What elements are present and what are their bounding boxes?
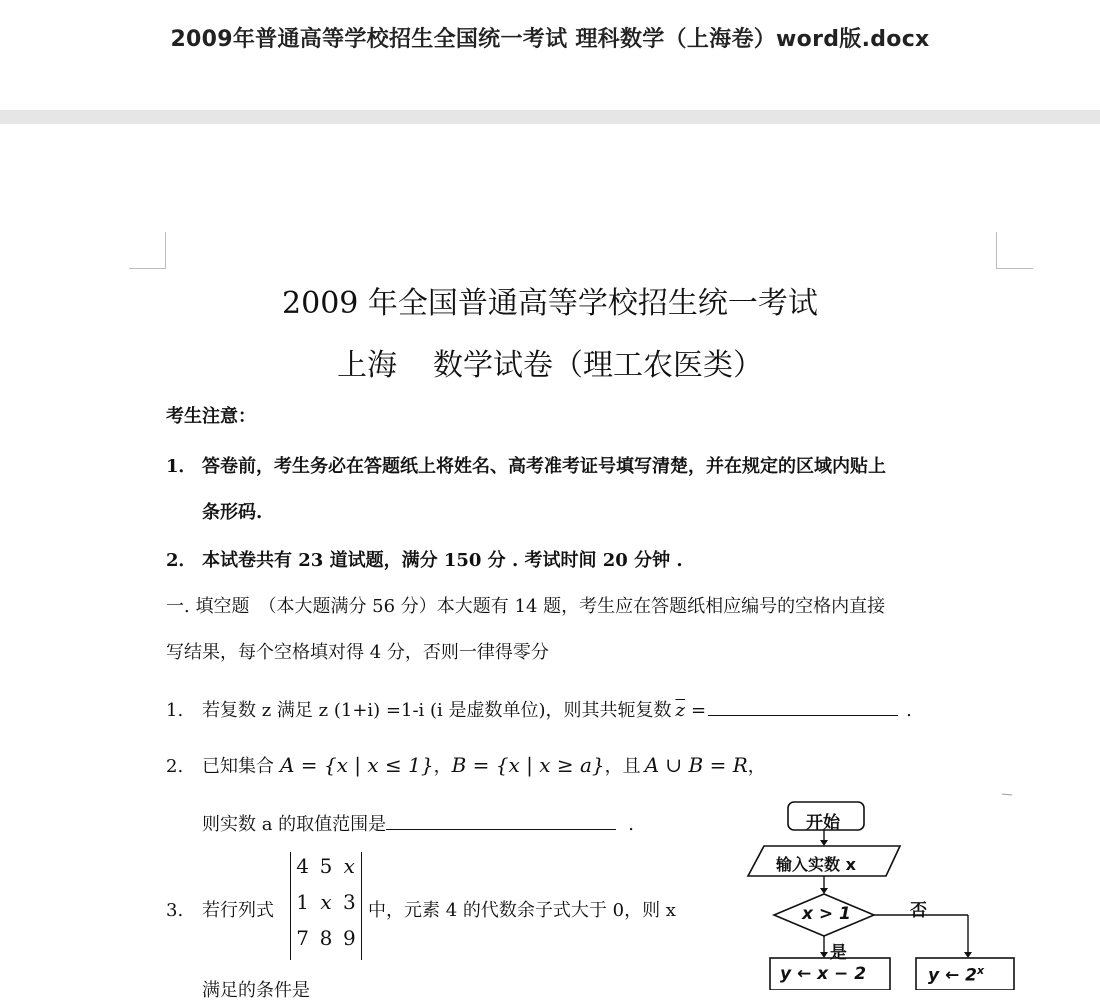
notice-item-2-text: 本试卷共有 23 道试题，满分 150 分 . 考试时间 20 分钟 . <box>202 550 683 571</box>
det-cell: 9 <box>342 926 356 950</box>
answer-blank-2[interactable] <box>386 813 616 830</box>
question-2 <box>166 752 766 778</box>
set-a-expression: A = {x | x ≤ 1} <box>280 753 434 777</box>
notice-item-1 <box>166 452 886 478</box>
flowchart-right-box-exponent: x <box>977 964 985 977</box>
notice-item-1-continued: 条形码. <box>202 502 263 523</box>
question-1-number: 1. <box>166 700 184 721</box>
notice-item-2 <box>166 546 683 572</box>
flowchart-input: 输入实数 x <box>776 855 856 874</box>
section-1-instructions-cont: 写结果，每个空格填对得 4 分，否则一律得零分 <box>166 642 549 663</box>
det-cell: 4 <box>296 854 310 878</box>
question-2-number: 2. <box>166 756 184 777</box>
det-cell: 1 <box>296 890 310 914</box>
page-gap <box>0 110 1100 124</box>
notice-item-1-text: 答卷前，考生务必在答题纸上将姓名、高考准考证号填写清楚，并在规定的区域内贴上 <box>202 456 886 477</box>
question-2-continued <box>202 810 634 836</box>
question-2-comma-1: ， <box>433 756 452 777</box>
exam-heading: 2009 年全国普通高等学校招生统一考试 <box>282 286 818 321</box>
question-2-text: 已知集合 <box>202 756 274 777</box>
determinant-row-3 <box>291 926 361 956</box>
flowchart-no-label: 否 <box>910 901 927 921</box>
answer-blank-1[interactable] <box>708 699 898 716</box>
determinant-row-1 <box>291 854 361 884</box>
conjugate-z: $\overline{z}$ <box>675 700 686 721</box>
question-2-line-2: 则实数 a 的取值范围是 <box>202 814 387 835</box>
question-3-line-2: 满足的条件是 <box>202 980 310 1001</box>
flowchart-yes-label: 是 <box>830 943 847 963</box>
notice-label: 考生注意： <box>166 406 256 427</box>
question-3-pre-text: 若行列式 <box>202 900 274 921</box>
subheading-region: 上海 <box>337 348 397 383</box>
question-3-pre <box>166 896 274 922</box>
margin-corner-left <box>129 232 166 269</box>
exam-subheading <box>0 340 1100 384</box>
question-1 <box>166 696 912 722</box>
document-title: 2009年普通高等学校招生全国统一考试 理科数学（上海卷）word版.docx <box>170 27 930 52</box>
determinant <box>290 852 362 960</box>
question-2-mid: ，且 <box>604 756 641 777</box>
section-1-instructions: 一. 填空题 （本大题满分 56 分）本大题有 14 题，考生应在答题纸相应编号的空格内直接 <box>166 596 886 617</box>
question-1-end: . <box>906 700 912 721</box>
det-cell: 8 <box>319 926 333 950</box>
margin-corner-right <box>996 232 1033 269</box>
det-cell: 5 <box>319 854 333 878</box>
flowchart-right-box <box>928 964 984 986</box>
window-titlebar <box>0 0 1100 110</box>
question-2-comma-2: ， <box>747 756 766 777</box>
flowchart-start: 开始 <box>806 813 840 833</box>
notice-item-2-number: 2． <box>166 550 197 571</box>
question-1-equals: = <box>691 700 707 721</box>
det-cell: 3 <box>342 890 356 914</box>
question-3-number: 3. <box>166 900 184 921</box>
flowchart-left-box: y ← x − 2 <box>780 964 867 984</box>
flowchart-right-box-base: y ← 2 <box>928 965 977 986</box>
question-3-post: 中，元素 4 的代数余子式大于 0，则 x <box>368 900 676 921</box>
subheading-subject: 数学试卷（理工农医类） <box>433 348 763 383</box>
det-cell: 7 <box>296 926 310 950</box>
document-page[interactable] <box>0 124 1100 1001</box>
flowchart-figure <box>740 784 1100 990</box>
det-cell: x <box>320 890 332 914</box>
question-1-text: 若复数 z 满足 z (1+i) =1-i (i 是虚数单位)，则其共轭复数 <box>202 700 672 721</box>
flowchart-condition: x > 1 <box>802 904 851 924</box>
union-expression: A ∪ B = R <box>644 753 748 777</box>
set-b-expression: B = {x | x ≥ a} <box>451 753 605 777</box>
question-2-end: . <box>628 814 634 835</box>
det-cell: x <box>343 854 355 878</box>
flowchart-lines <box>740 784 1100 990</box>
notice-item-1-number: 1． <box>166 456 197 477</box>
determinant-row-2 <box>291 890 361 920</box>
